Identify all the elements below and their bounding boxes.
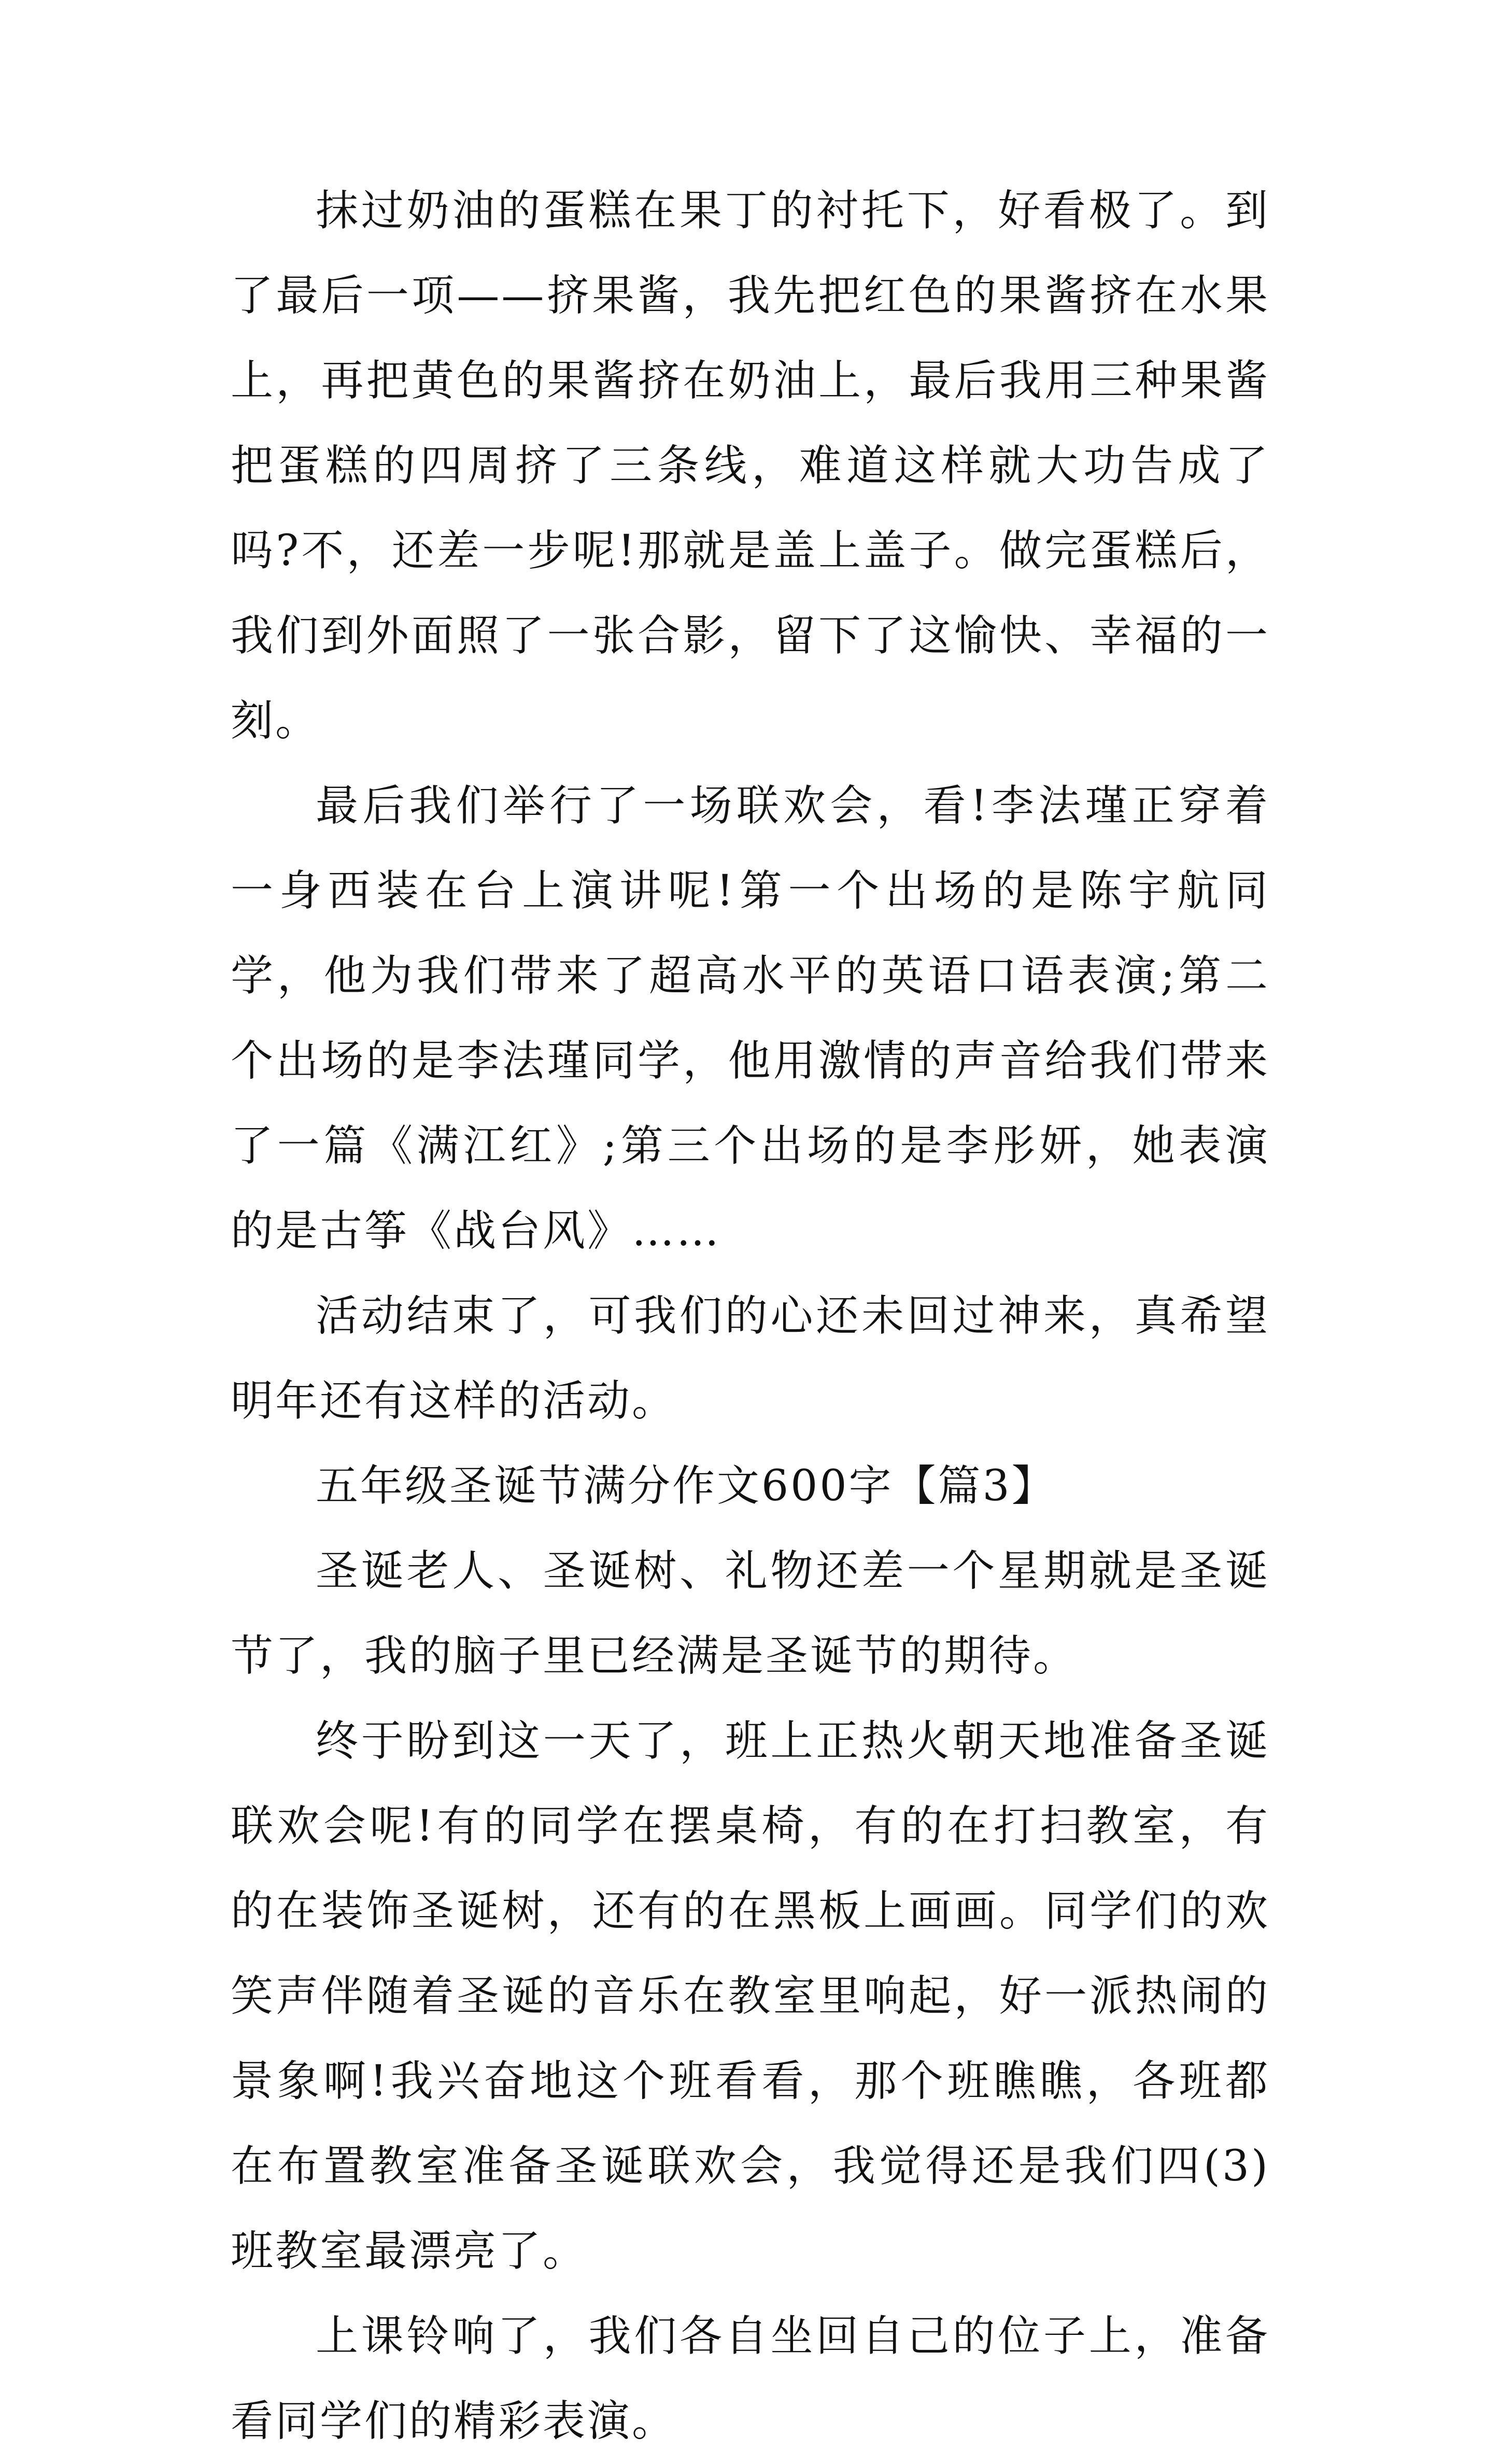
paragraph-class-preparation: 终于盼到这一天了，班上正热火朝天地准备圣诞联欢会呢!有的同学在摆桌椅，有的在打扫教室，有的在装饰圣诞树，还有的在黑板上画画。同学们的欢笑声伴随着圣诞的音乐在教室里响起，好一派热闹的景象啊!我兴奋地这个班看看，那个班瞧瞧，各班都在布置教室准备圣诞联欢会，我觉得还是我们四(3)班教室最漂亮了。	[231, 1716, 1270, 2276]
section-heading: 五年级圣诞节满分作文600字【篇3】	[316, 1461, 1056, 1511]
document-body	[231, 168, 1270, 2464]
paragraph-activity-end: 活动结束了，可我们的心还未回过神来，真希望明年还有这样的活动。	[231, 1291, 1270, 1426]
paragraph-party-performances: 最后我们举行了一场联欢会，看!李法瑾正穿着一身西装在台上演讲呢!第一个出场的是陈宇航同学，他为我们带来了超高水平的英语口语表演;第二个出场的是李法瑾同学，他用激情的声音给我们带来了一篇《满江红》;第三个出场的是李彤妍，她表演的是古筝《战台风》……	[231, 781, 1270, 1256]
paragraph-bell-rings: 上课铃响了，我们各自坐回自己的位子上，准备看同学们的精彩表演。	[231, 2312, 1270, 2446]
paragraph-cake-decorating: 抹过奶油的蛋糕在果丁的衬托下，好看极了。到了最后一项——挤果酱，我先把红色的果酱挤在水果上，再把黄色的果酱挤在奶油上，最后我用三种果酱把蛋糕的四周挤了三条线，难道这样就大功告成了吗?不，还差一步呢!那就是盖上盖子。做完蛋糕后，我们到外面照了一张合影，留下了这愉快、幸福的一刻。	[231, 186, 1270, 745]
paragraph-christmas-anticipation: 圣诞老人、圣诞树、礼物还差一个星期就是圣诞节了，我的脑子里已经满是圣诞节的期待。	[231, 1546, 1270, 1681]
